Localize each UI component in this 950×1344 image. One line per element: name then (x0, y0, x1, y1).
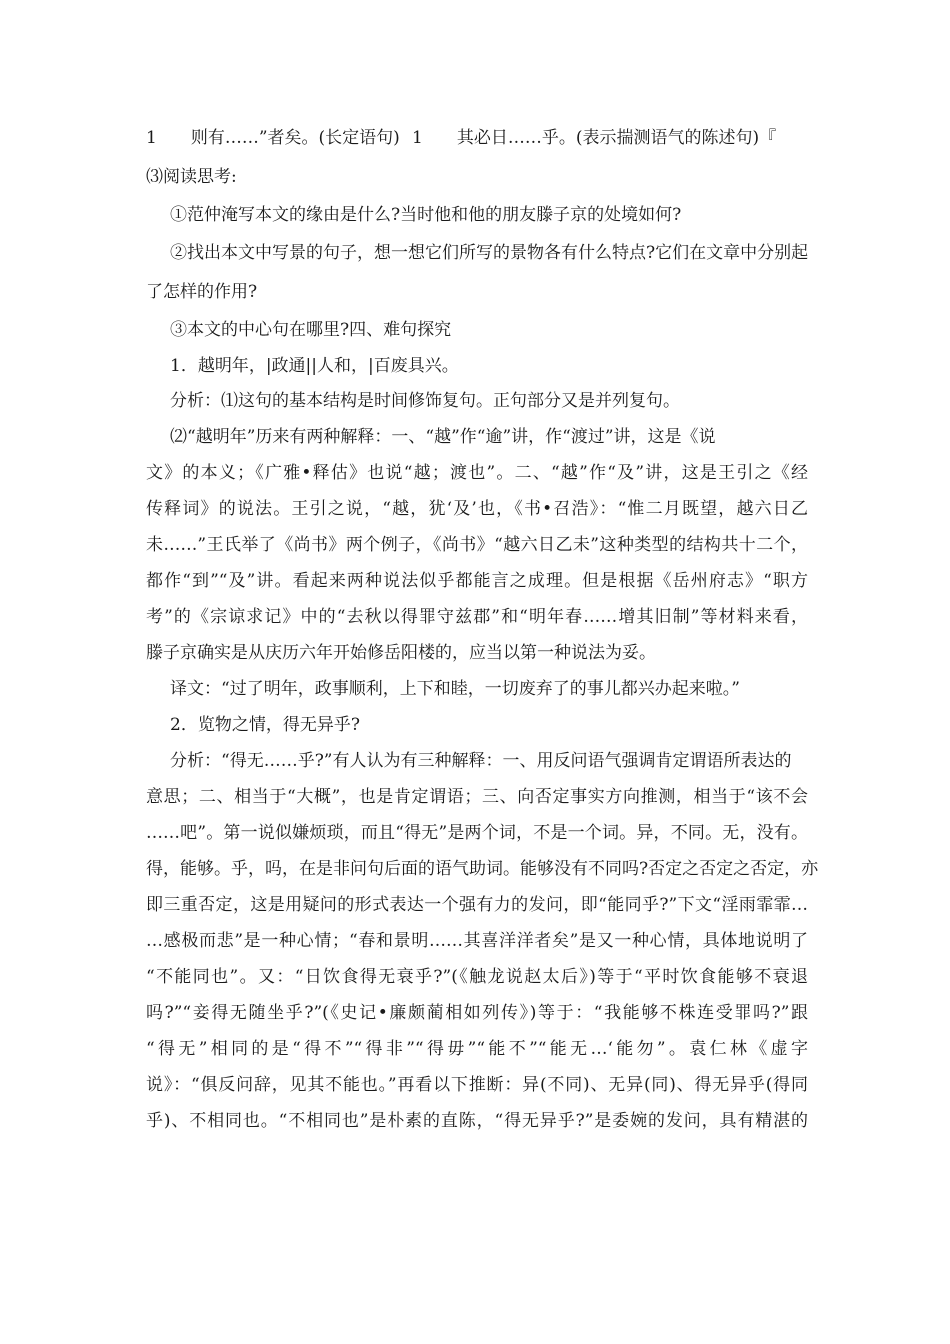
text-line: ②找出本文中写景的句子，想一想它们所写的景物各有什么特点?它们在文章中分别起 (170, 243, 809, 263)
text-line: 得，能够。乎，吗，在是非问句后面的语气助词。能够没有不同吗?否定之否定之否定，亦 (146, 859, 819, 879)
text-line: 未……”王氏举了《尚书》两个例子，《尚书》“越六日乙未”这种类型的结构共十二个， (146, 535, 808, 555)
text-line: 滕子京确实是从庆历六年开始修岳阳楼的，应当以第一种说法为妥。 (146, 643, 656, 663)
text-line: 意思；二、相当于“大概”，也是肯定谓语；三、向否定事实方向推测，相当于“该不会 (146, 787, 808, 807)
text-line: 考”的《宗谅求记》中的“去秋以得罪守兹郡”和“明年春……增其旧制”等材料来看， (146, 607, 808, 627)
text-line: 即三重否定，这是用疑问的形式表达一个强有力的发问，即“能同乎?”下文“淫雨霏霏… (146, 895, 808, 915)
text-line: “得无”相同的是“得不”“得非”“得毋”“能不”“能无…‘能勿”。袁仁林《虚字 (146, 1039, 808, 1059)
text-line: 分析：“得无……乎?”有人认为有三种解释：一、用反问语气强调肯定谓语所表达的 (170, 751, 792, 771)
text-line: 乎)、不相同也。“不相同也”是朴素的直陈，“得无异乎?”是委婉的发问，具有精湛的 (146, 1111, 808, 1131)
text-line: 文》的本义；《广雅•释估》也说“越；渡也”。二、“越”作“及”讲，这是王引之《经 (146, 463, 808, 483)
text-line: ③本文的中心句在哪里?四、难句探究 (170, 320, 452, 340)
text-line: 了怎样的作用? (146, 282, 258, 302)
text-line: 吗?”“妾得无随坐乎?”(《史记•廉颇蔺相如列传》)等于：“我能够不株连受罪吗?”跟 (146, 1003, 808, 1023)
text-line: 都作“到”“及”讲。看起来两种说法似乎都能言之成理。但是根据《岳州府志》“职方 (146, 571, 808, 591)
text-line: 1 则有……”者矣。(长定语句) (146, 128, 400, 148)
text-line: ⑶阅读思考: (146, 167, 237, 187)
text-line: 说》：“俱反问辞，见其不能也。”再看以下推断：异(不同)、无异(同)、得无异乎(得同 (146, 1075, 808, 1095)
text-line: 传释词》的说法。王引之说，“越，犹‘及’也，《书•召浩》：“惟二月既望，越六日乙 (146, 499, 808, 519)
text-line: 1．越明年，|政通||人和，|百废具兴。 (170, 356, 459, 376)
text-line: ⑵“越明年”历来有两种解释：一、“越”作“逾”讲，作“渡过”讲，这是《说 (170, 427, 716, 447)
text-line: “不能同也”。又：“日饮食得无衰乎?”(《触龙说赵太后》)等于“平时饮食能够不衰退 (146, 967, 808, 987)
text-line: 2．览物之情，得无异乎? (170, 715, 360, 735)
text-line: …感极而悲”是一种心情；“春和景明……其喜洋洋者矣”是又一种心情，具体地说明了 (146, 931, 808, 951)
text-line: 译文：“过了明年，政事顺利，上下和睦，一切废弃了的事儿都兴办起来啦。” (170, 679, 740, 699)
text-line: 分析：⑴这句的基本结构是时间修饰复句。正句部分又是并列复句。 (170, 391, 680, 411)
text-line: ……吧”。第一说似嫌烦琐，而且“得无”是两个词，不是一个词。异，不同。无，没有。 (146, 823, 808, 843)
text-line: 1 其必日……乎。(表示揣测语气的陈述句)『 (412, 128, 777, 148)
text-line: ①范仲淹写本文的缘由是什么?当时他和他的朋友滕子京的处境如何? (170, 205, 682, 225)
